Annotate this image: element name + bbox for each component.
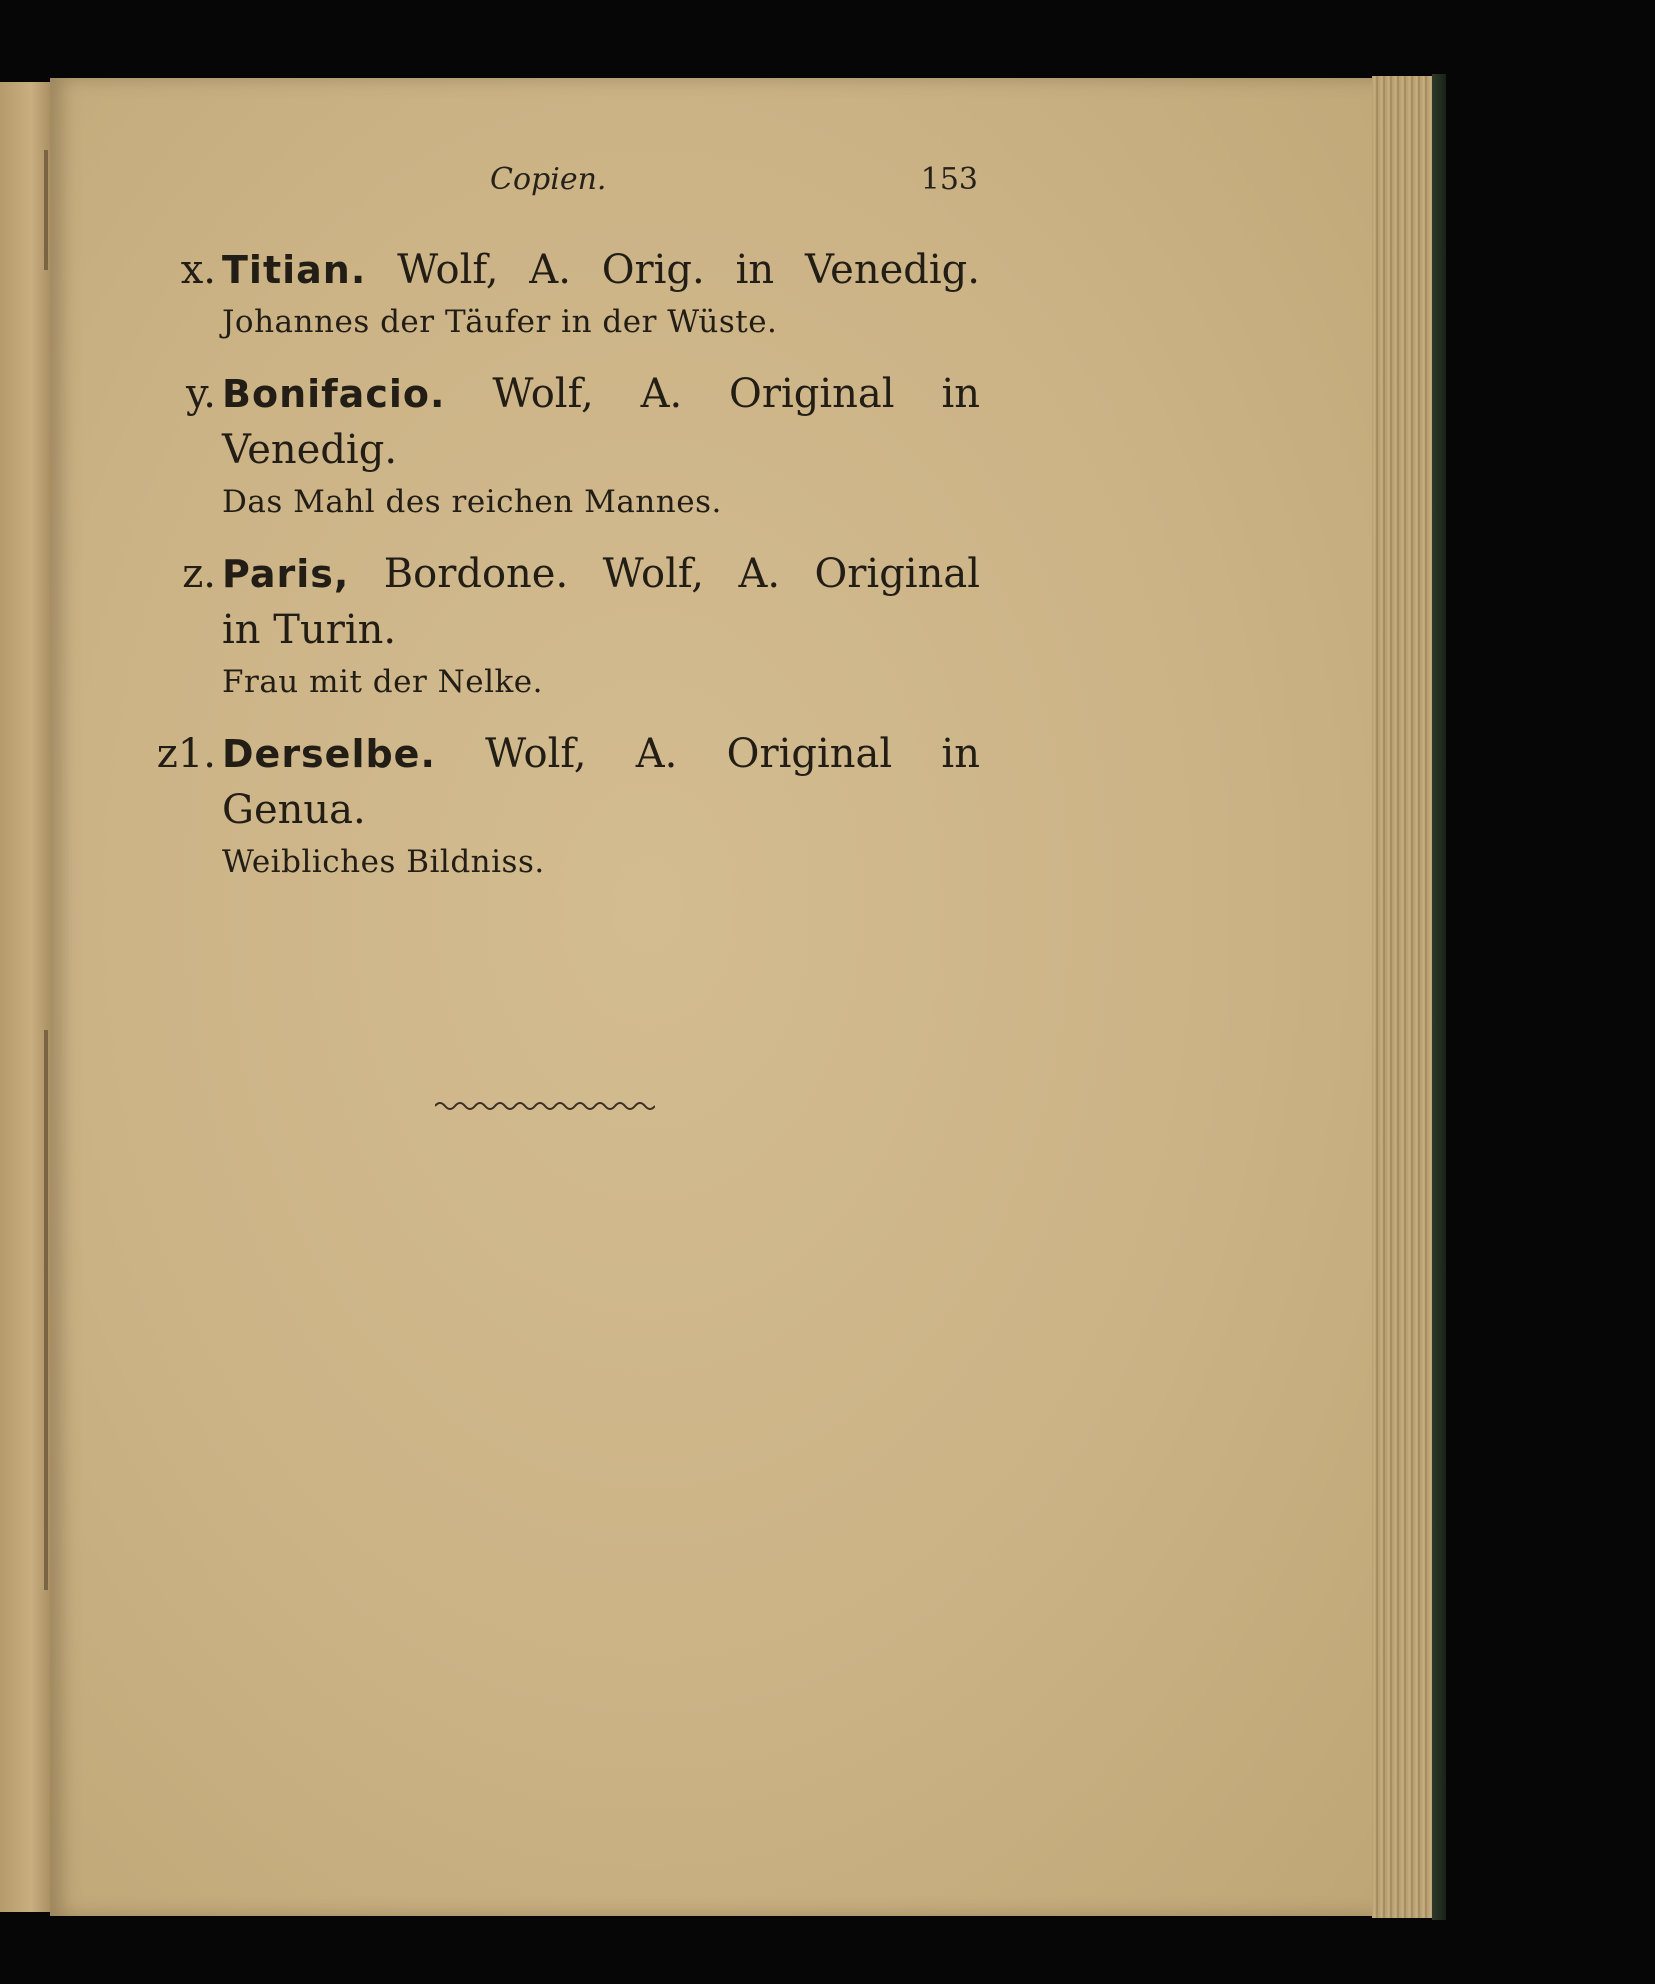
entry-subject: Johannes der Täufer in der Wüste. bbox=[222, 304, 778, 340]
binding-stitch bbox=[44, 1030, 48, 1590]
entry-subject: Weibliches Bildniss. bbox=[222, 844, 545, 880]
catalogue-entry bbox=[140, 546, 980, 704]
artist-name: Derselbe. bbox=[222, 732, 436, 776]
entry-subject: Das Mahl des reichen Mannes. bbox=[222, 484, 722, 520]
catalogue-entry bbox=[140, 242, 980, 344]
binding-stitch bbox=[44, 150, 48, 270]
entry-details: Wolf, A. Original in bbox=[492, 371, 980, 417]
entry-mark: z1. bbox=[156, 731, 216, 777]
entry-mark: z. bbox=[182, 551, 216, 597]
facing-page-edge bbox=[0, 82, 52, 1912]
entry-heading bbox=[222, 726, 980, 782]
catalogue-entry bbox=[140, 366, 980, 524]
page-header bbox=[490, 162, 978, 202]
entry-mark: y. bbox=[186, 371, 216, 417]
book-cover-edge bbox=[1432, 74, 1446, 1920]
entry-heading-continuation: Venedig. bbox=[222, 427, 398, 473]
entry-details: Bordone. Wolf, A. Original bbox=[383, 551, 980, 597]
entry-mark: x. bbox=[180, 247, 216, 293]
entry-subject: Frau mit der Nelke. bbox=[222, 664, 543, 700]
running-title: Copien. bbox=[490, 162, 607, 197]
entry-heading bbox=[222, 242, 980, 298]
entry-heading-continuation: Genua. bbox=[222, 787, 366, 833]
artist-name: Paris, bbox=[222, 552, 350, 596]
artist-name: Bonifacio. bbox=[222, 372, 446, 416]
catalogue-entry bbox=[140, 726, 980, 884]
wavy-divider-ornament bbox=[435, 1096, 655, 1116]
page-number: 153 bbox=[920, 162, 978, 197]
artist-name: Titian. bbox=[222, 248, 367, 292]
page-block-edges bbox=[1372, 76, 1434, 1918]
entry-heading-continuation: in Turin. bbox=[222, 607, 397, 653]
entry-heading bbox=[222, 366, 980, 422]
catalogue-entries bbox=[140, 242, 980, 884]
entry-heading bbox=[222, 546, 980, 602]
entry-details: Wolf, A. Orig. in Venedig. bbox=[397, 247, 980, 293]
entry-details: Wolf, A. Original in bbox=[485, 731, 980, 777]
